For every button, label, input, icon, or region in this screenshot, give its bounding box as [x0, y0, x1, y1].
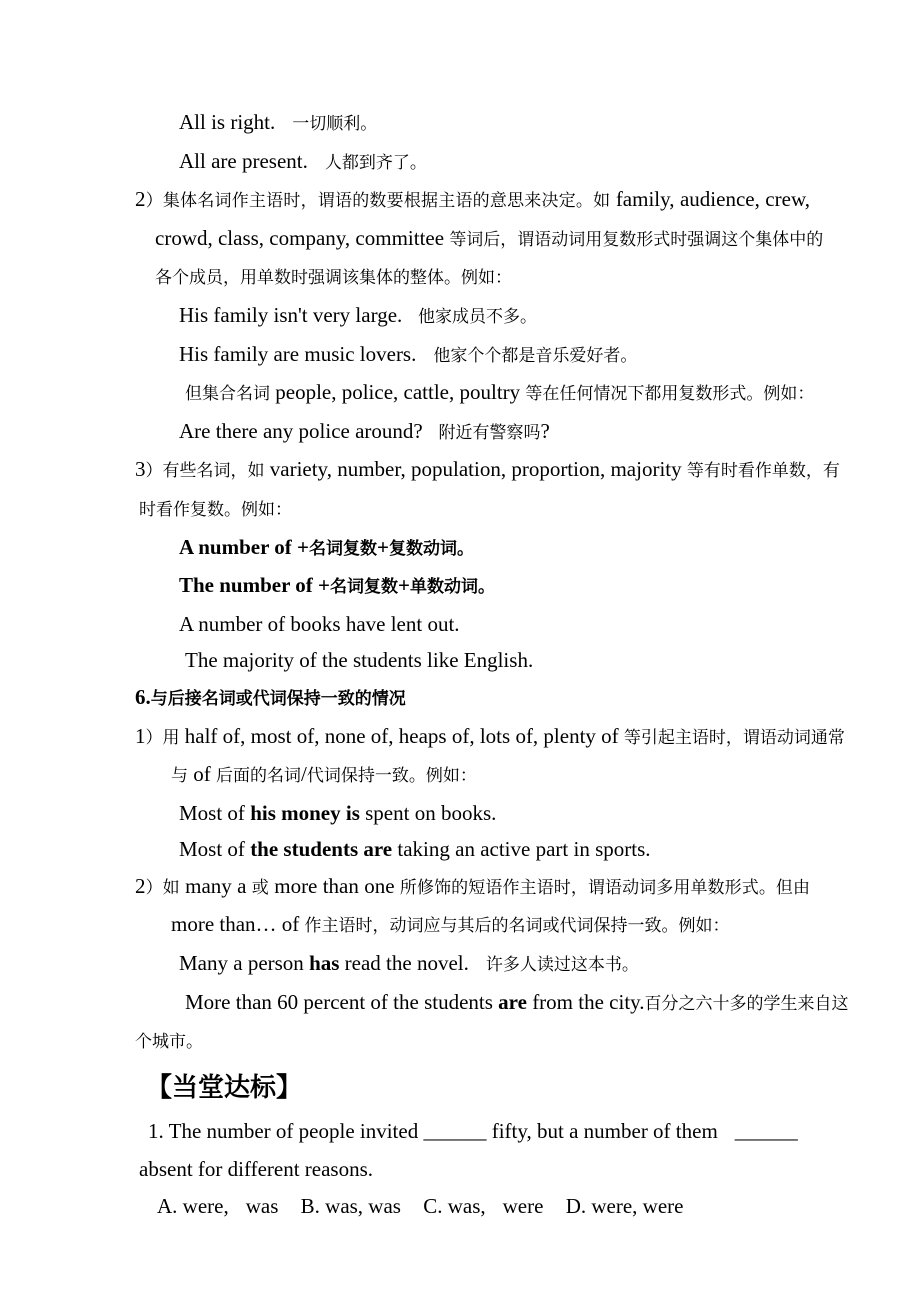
cjk-text: 时看作复数。例如：: [139, 499, 292, 519]
exercise-question-continuation: absent for different reasons.: [139, 1157, 374, 1182]
rule-item: 2）如 many a 或 more than one 所修饰的短语作主语时，谓语动词多用单数形式。但由: [135, 873, 811, 898]
cjk-text: [486, 1198, 503, 1217]
cjk-text: 【当堂达标】: [146, 1072, 303, 1102]
answer-options: A. were, was B. was, was C. was, were D. were, were: [157, 1194, 684, 1219]
example-line: All is right. 一切顺利。: [179, 110, 378, 134]
example-line: Are there any police around? 附近有警察吗?: [179, 418, 550, 443]
cjk-text: 个城市。: [135, 1032, 203, 1052]
pattern-line: The number of +名词复数+单数动词。: [179, 573, 495, 598]
exercise-question: 1. The number of people invited ______ fifty, but a number of them ______: [148, 1118, 798, 1143]
cjk-text: 或: [251, 877, 269, 897]
example-line: The majority of the students like English.: [185, 648, 534, 673]
rule-item-continuation: crowd, class, company, committee 等词后，谓语动词用复数形式时强调这个集体中的: [155, 225, 824, 250]
rule-item: 2）集体名词作主语时，谓语的数要根据主语的意思来决定。如 family, audience, crew,: [135, 187, 810, 212]
cjk-text: 复数动词。: [388, 538, 474, 558]
cjk-text: 但集合名词: [185, 384, 270, 404]
cjk-text: 各个成员，用单数时强调该集体的整体。例如：: [155, 268, 512, 288]
cjk-text: 等词后，谓语动词用复数形式时强调这个集体中的: [449, 229, 824, 249]
example-line: More than 60 percent of the students are from the city.百分之六十多的学生来自这: [185, 989, 849, 1014]
example-line: His family are music lovers. 他家个个都是音乐爱好者。: [179, 341, 638, 366]
cjk-text: 名词复数: [330, 577, 399, 597]
example-line: His family isn't very large. 他家成员不多。: [179, 302, 538, 327]
cjk-text: 等引起主语时，谓语动词通常: [623, 727, 845, 747]
cjk-text: 与后接名词或代词保持一致的情况: [150, 688, 406, 708]
cjk-text: 名词复数: [309, 538, 378, 558]
example-line: Many a person has read the novel. 许多人读过这本书。: [179, 951, 639, 976]
section-title: [146, 1065, 810, 1111]
cjk-text: 许多人读过这本书。: [468, 955, 639, 975]
cjk-text: 人都到齐了。: [307, 152, 427, 172]
rule-item: 3）有些名词，如 variety, number, population, proportion, majority 等有时看作单数，有: [135, 457, 840, 482]
cjk-text: 他家成员不多。: [418, 306, 538, 326]
cjk-text: 百分之六十多的学生来自这: [644, 993, 849, 1013]
bold-text: the students are: [250, 837, 393, 862]
example-line: A number of books have lent out.: [179, 611, 460, 636]
rule-item-continuation: 与 of 后面的名词/代词保持一致。例如：: [171, 762, 477, 787]
note-line: 但集合名词 people, police, cattle, poultry 等在任何情况下都用复数形式。例如：: [185, 380, 815, 405]
cjk-text: ）有些名词，如: [145, 461, 265, 481]
cjk-text: 等在任何情况下都用复数形式。例如：: [525, 384, 815, 404]
example-continuation: [135, 1022, 810, 1061]
bold-text: his money is: [250, 800, 360, 825]
cjk-text: [278, 1198, 295, 1217]
rule-item-continuation: [139, 490, 810, 529]
rule-item: 1）用 half of, most of, none of, heaps of, lots of, plenty of 等引起主语时，谓语动词通常: [135, 723, 845, 748]
cjk-text: [401, 1198, 418, 1217]
example-line: All are present. 人都到齐了。: [179, 148, 427, 173]
example-line: Most of the students are taking an active part in sports.: [179, 837, 651, 862]
section-heading: 6.与后接名词或代词保持一致的情况: [135, 684, 406, 709]
cjk-text: 一切顺利。: [275, 114, 378, 133]
cjk-text: [718, 1123, 735, 1142]
bold-text: has: [309, 951, 340, 976]
cjk-text: 与: [171, 766, 188, 786]
cjk-text: 他家个个都是音乐爱好者。: [416, 345, 638, 365]
cjk-text: ）集体名词作主语时，谓语的数要根据主语的意思来决定。如: [145, 191, 611, 211]
cjk-text: 单数动词。: [409, 577, 495, 597]
pattern-line: A number of +名词复数+复数动词。: [179, 534, 474, 559]
cjk-text: 代词保持一致。例如：: [306, 766, 477, 786]
example-line: Most of his money is spent on books.: [179, 800, 497, 825]
cjk-text: [229, 1198, 246, 1217]
rule-item-continuation: more than… of 作主语时，动词应与其后的名词或代词保持一致。例如：: [171, 912, 730, 937]
cjk-text: 所修饰的短语作主语时，谓语动词多用单数形式。但由: [399, 877, 811, 897]
cjk-text: [543, 1198, 560, 1217]
cjk-text: ）如: [145, 877, 180, 897]
cjk-text: 附近有警察吗: [438, 422, 541, 442]
cjk-text: 作主语时，动词应与其后的名词或代词保持一致。例如：: [304, 916, 730, 936]
cjk-text: 后面的名词: [216, 766, 301, 786]
cjk-text: ）用: [145, 727, 180, 747]
cjk-text: 等有时看作单数，有: [686, 461, 840, 481]
bold-text: are: [498, 989, 527, 1014]
rule-item-continuation: [155, 258, 810, 297]
